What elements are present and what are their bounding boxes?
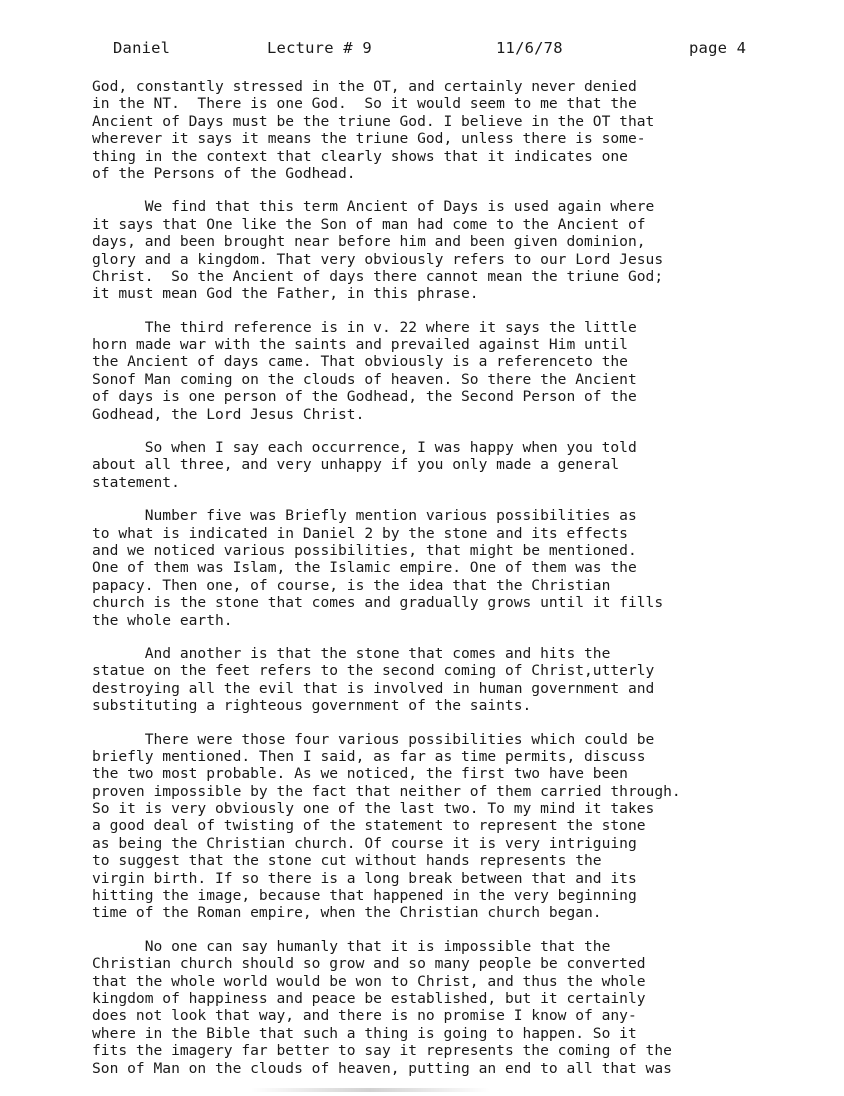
text-line: and we noticed various possibilities, that might be mentioned. <box>92 541 637 559</box>
paragraph <box>92 731 792 922</box>
text-line: the two most probable. As we noticed, the first two have been <box>92 765 628 783</box>
text-line: We find that this term Ancient of Days is used again where <box>92 198 655 216</box>
text-line: the whole earth. <box>92 611 233 629</box>
header-document-title: Daniel <box>113 39 171 57</box>
text-line: glory and a kingdom. That very obviously refers to our Lord Jesus <box>92 250 664 268</box>
text-line: church is the stone that comes and gradually grows until it fills <box>92 594 664 612</box>
text-line: One of them was Islam, the Islamic empire. One of them was the <box>92 559 637 577</box>
text-line: horn made war with the saints and prevailed against Him until <box>92 336 628 354</box>
text-line: Ancient of Days must be the triune God. I believe in the OT that <box>92 112 655 130</box>
text-line: Christ. So the Ancient of days there cannot mean the triune God; <box>92 267 664 285</box>
text-line: And another is that the stone that comes and hits the <box>92 644 611 662</box>
text-line: it says that One like the Son of man had come to the Ancient of <box>92 215 646 233</box>
text-line: it must mean God the Father, in this phrase. <box>92 285 479 303</box>
text-line: No one can say humanly that it is impossible that the <box>92 937 611 955</box>
scan-smudge <box>250 1088 490 1092</box>
header-date: 11/6/78 <box>496 39 563 57</box>
paragraph <box>92 319 792 423</box>
text-line: There were those four various possibilities which could be <box>92 730 655 748</box>
text-line: thing in the context that clearly shows that it indicates one <box>92 147 628 165</box>
text-line: virgin birth. If so there is a long break between that and its <box>92 869 637 887</box>
header-lecture-number: Lecture # 9 <box>267 39 372 57</box>
text-line: of the Persons of the Godhead. <box>92 164 356 182</box>
paragraph <box>92 78 792 182</box>
text-line: wherever it says it means the triune God, unless there is some- <box>92 130 646 148</box>
text-line: fits the imagery far better to say it represents the coming of the <box>92 1042 672 1060</box>
text-line: where in the Bible that such a thing is going to happen. So it <box>92 1024 637 1042</box>
text-line: hitting the image, because that happened in the very beginning <box>92 887 637 905</box>
text-line: time of the Roman empire, when the Christian church began. <box>92 904 602 922</box>
text-line: briefly mentioned. Then I said, as far as time permits, discuss <box>92 747 646 765</box>
text-line: in the NT. There is one God. So it would seem to me that the <box>92 95 637 113</box>
text-line: proven impossible by the fact that neither of them carried through. <box>92 782 681 800</box>
paragraph <box>92 507 792 629</box>
text-line: does not look that way, and there is no promise I know of any- <box>92 1007 637 1025</box>
text-line: to what is indicated in Daniel 2 by the stone and its effects <box>92 524 628 542</box>
paragraph <box>92 198 792 302</box>
text-line: Christian church should so grow and so many people be converted <box>92 955 646 973</box>
text-line: Number five was Briefly mention various possibilities as <box>92 507 637 525</box>
text-line: Son of Man on the clouds of heaven, putting an end to all that was <box>92 1059 672 1077</box>
text-line: days, and been brought near before him and been given dominion, <box>92 233 646 251</box>
text-line: destroying all the evil that is involved in human government and <box>92 679 655 697</box>
text-line: to suggest that the stone cut without hands represents the <box>92 852 602 870</box>
text-line: about all three, and very unhappy if you only made a general <box>92 456 620 474</box>
text-line: So when I say each occurrence, I was happy when you told <box>92 439 637 457</box>
text-line: papacy. Then one, of course, is the idea that the Christian <box>92 576 611 594</box>
text-line: The third reference is in v. 22 where it says the little <box>92 318 637 336</box>
text-line: kingdom of happiness and peace be established, but it certainly <box>92 989 646 1007</box>
header-page-number: page 4 <box>689 39 747 57</box>
text-line: the Ancient of days came. That obviously is a referenceto the <box>92 353 628 371</box>
page-header <box>0 39 844 61</box>
text-line: So it is very obviously one of the last two. To my mind it takes <box>92 800 655 818</box>
text-line: Godhead, the Lord Jesus Christ. <box>92 405 365 423</box>
paragraph <box>92 439 792 491</box>
paragraph <box>92 938 792 1077</box>
text-line: statue on the feet refers to the second coming of Christ,utterly <box>92 662 655 680</box>
text-line: of days is one person of the Godhead, the Second Person of the <box>92 388 637 406</box>
text-line: that the whole world would be won to Christ, and thus the whole <box>92 972 646 990</box>
text-line: a good deal of twisting of the statement to represent the stone <box>92 817 646 835</box>
text-line: God, constantly stressed in the OT, and certainly never denied <box>92 78 637 95</box>
text-line: Sonof Man coming on the clouds of heaven. So there the Ancient <box>92 370 637 388</box>
text-line: as being the Christian church. Of course it is very intriguing <box>92 834 637 852</box>
text-line: substituting a righteous government of the saints. <box>92 697 532 715</box>
paragraph <box>92 645 792 715</box>
lecture-body-text <box>92 78 792 1093</box>
text-line: statement. <box>92 473 180 491</box>
